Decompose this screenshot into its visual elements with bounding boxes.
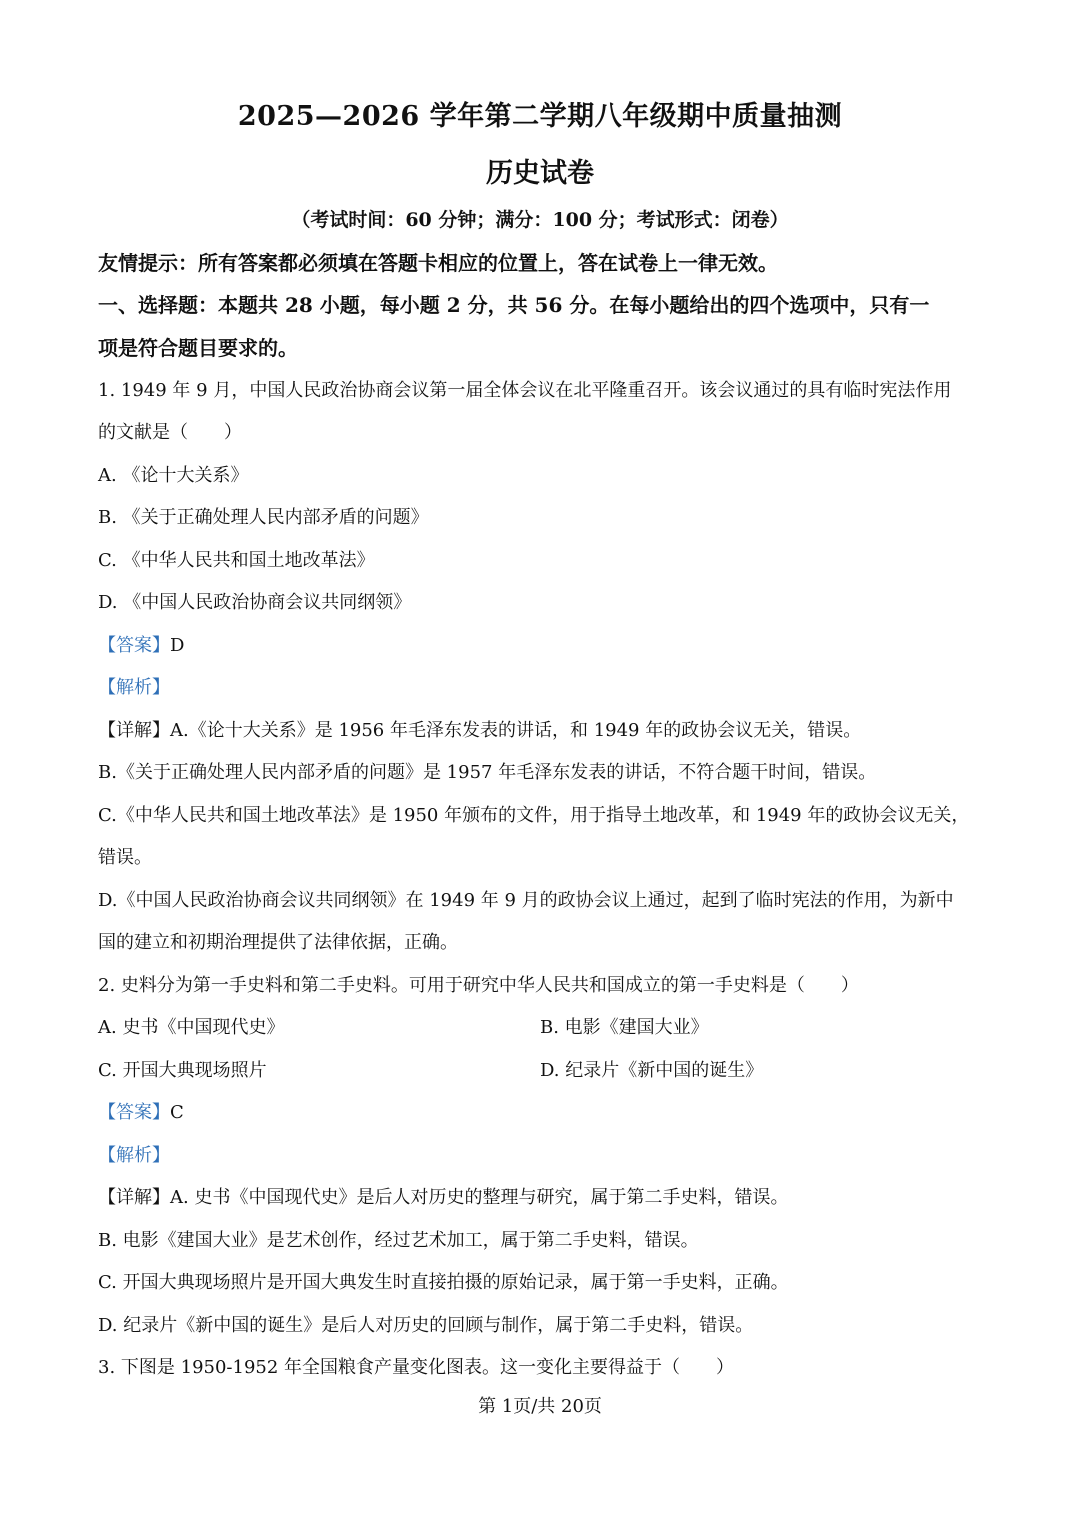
q2-option-c: C. 开国大典现场照片: [98, 1060, 267, 1081]
q1-detail-line6: 国的建立和初期治理提供了法律依据，正确。: [98, 932, 458, 953]
notice: 友情提示：所有答案都必须填在答题卡相应的位置上，答在试卷上一律无效。: [98, 251, 778, 275]
q2-detail-line2: B. 电影《建国大业》是艺术创作，经过艺术加工，属于第二手史料，错误。: [98, 1230, 699, 1251]
q2-detail-line3: C. 开国大典现场照片是开国大典发生时直接拍摄的原始记录，属于第一手史料，正确。: [98, 1272, 789, 1293]
q2-stem: 2. 史料分为第一手史料和第二手史料。可用于研究中华人民共和国成立的第一手史料是（ ）: [98, 975, 859, 996]
q3-stem: 3. 下图是 1950-1952 年全国粮食产量变化图表。这一变化主要得益于（ ）: [98, 1357, 735, 1378]
q1-detail-line5: D.《中国人民政治协商会议共同纲领》在 1949 年 9 月的政协会议上通过，起到了临时宪法的作用，为新中: [98, 890, 954, 911]
q1-option-d: D. 《中国人民政治协商会议共同纲领》: [98, 592, 412, 613]
q1-option-b: B. 《关于正确处理人民内部矛盾的问题》: [98, 507, 429, 528]
section-heading-line1: 一、选择题：本题共 28 小题，每小题 2 分，共 56 分。在每小题给出的四个选项中，只有一: [98, 293, 930, 317]
answer-tag: 【答案】: [98, 1102, 170, 1123]
q2-option-b: B. 电影《建国大业》: [540, 1017, 709, 1038]
q2-option-a: A. 史书《中国现代史》: [98, 1017, 285, 1038]
q1-detail-line2: B.《关于正确处理人民内部矛盾的问题》是 1957 年毛泽东发表的讲话，不符合题干时间，错误。: [98, 762, 877, 783]
q1-option-c: C. 《中华人民共和国土地改革法》: [98, 550, 375, 571]
q1-option-a: A. 《论十大关系》: [98, 465, 249, 486]
exam-info: （考试时间：60 分钟；满分：100 分；考试形式：闭卷）: [291, 209, 789, 231]
detail-text: A.《论十大关系》是 1956 年毛泽东发表的讲话，和 1949 年的政协会议无关，错误。: [170, 720, 862, 741]
q1-answer: [98, 631, 184, 657]
q1-detail-line1: [98, 716, 861, 742]
q1-detail-line4: 错误。: [98, 847, 152, 868]
detail-text: A. 史书《中国现代史》是后人对历史的整理与研究，属于第二手史料，错误。: [170, 1187, 789, 1208]
answer-tag: 【答案】: [98, 635, 170, 656]
subject-title: 历史试卷: [486, 158, 594, 189]
detail-tag: 【详解】: [98, 1187, 170, 1208]
q2-detail-line1: [98, 1183, 788, 1209]
q1-detail-line3: C.《中华人民共和国土地改革法》是 1950 年颁布的文件，用于指导土地改革，和 1949 年的政协会议无关，: [98, 805, 970, 826]
q2-detail-line4: D. 纪录片《新中国的诞生》是后人对历史的回顾与制作，属于第二手史料，错误。: [98, 1315, 754, 1336]
q2-analysis-tag: 【解析】: [98, 1145, 170, 1166]
detail-tag: 【详解】: [98, 720, 170, 741]
q1-analysis-tag: 【解析】: [98, 677, 170, 698]
answer-value: D: [170, 635, 185, 656]
page-number: 第 1页/共 20页: [478, 1396, 602, 1417]
q1-stem-line2: 的文献是（ ）: [98, 422, 242, 443]
exam-title: 2025—2026 学年第二学期八年级期中质量抽测: [237, 101, 843, 132]
q2-answer: [98, 1098, 184, 1124]
q2-option-d: D. 纪录片《新中国的诞生》: [540, 1060, 764, 1081]
section-heading-line2: 项是符合题目要求的。: [98, 336, 298, 360]
q1-stem-line1: 1. 1949 年 9 月，中国人民政治协商会议第一届全体会议在北平隆重召开。该会议通过的具有临时宪法作用: [98, 380, 952, 401]
answer-value: C: [170, 1102, 184, 1123]
